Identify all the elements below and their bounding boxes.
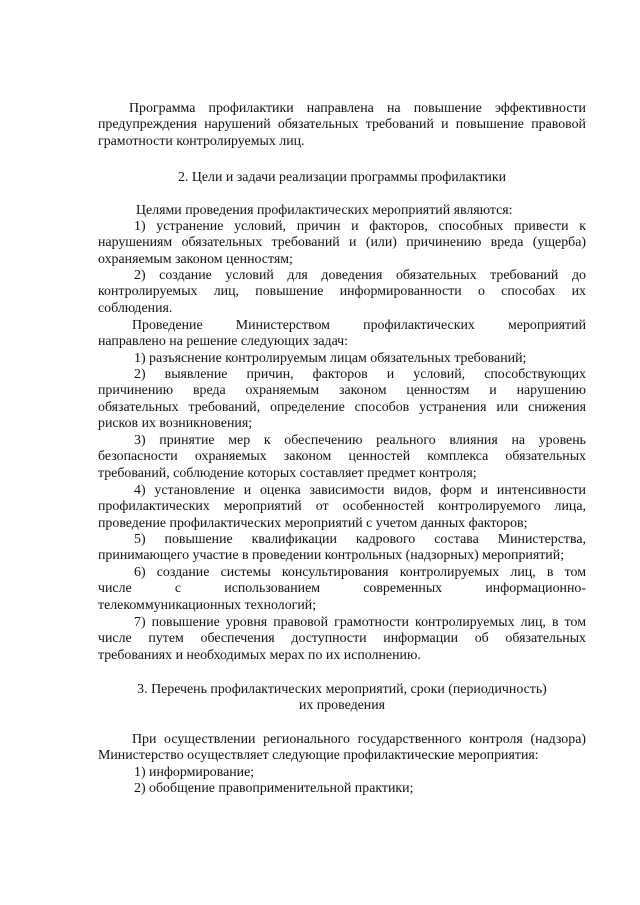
task-2 <box>98 367 586 433</box>
text-line: обязательных требований, определение способов устранения или снижения <box>98 399 586 415</box>
text-line: охраняемым законом ценностям; <box>98 251 293 267</box>
text-line: 3. Перечень профилактических мероприятий, сроки (периодичность) <box>137 682 547 697</box>
text-line: При осуществлении регионального государственного контроля (надзора) <box>132 732 586 747</box>
text-line: 5) повышение квалификации кадрового состава Министерства, <box>134 532 586 547</box>
list-item-practice-summary: 2) обобщение правоприменительной практики; <box>134 781 414 796</box>
text-line: телекоммуникационных технологий; <box>98 597 317 613</box>
task-7 <box>98 615 586 664</box>
section-2-heading: 2. Цели и задачи реализации программы профилактики <box>177 170 507 185</box>
text-line: Программа профилактики направлена на повышение эффективности <box>129 101 586 116</box>
text-line: 3) принятие мер к обеспечению реального влияния на уровень <box>134 433 586 448</box>
task-6 <box>98 565 586 614</box>
text-line: причинению вреда охраняемым законом ценностям и нарушению <box>98 383 586 399</box>
text-line: требованиях и необходимых мерах по их исполнению. <box>98 647 421 663</box>
task-4 <box>98 483 586 532</box>
text-line: 2) выявление причин, факторов и условий, способствующих <box>134 367 586 382</box>
text-line: направлено на решение следующих задач: <box>98 334 349 350</box>
text-line: 2) создание условий для доведения обязательных требований до <box>134 268 586 283</box>
text-line: принимающего участие в проведении контрольных (надзорных) мероприятий; <box>98 548 565 564</box>
text-line: проведение профилактических мероприятий с учетом данных факторов; <box>98 515 528 531</box>
text-line: предупреждения нарушений обязательных требований и повышение правовой <box>98 117 586 133</box>
task-1 <box>98 351 586 367</box>
intro-paragraph <box>98 101 586 150</box>
text-line: требований, соблюдение которых составляет предмет контроля; <box>98 465 477 481</box>
tasks-intro <box>98 318 586 351</box>
text-line: 6) создание системы консультирования контролируемых лиц, в том <box>134 565 586 580</box>
text-line: 7) повышение уровня правовой грамотности контролируемых лиц, в том <box>134 615 586 630</box>
text-line: 4) установление и оценка зависимости видов, форм и интенсивности <box>134 483 586 498</box>
text-line: Министерство осуществляет следующие профилактические мероприятия: <box>98 748 539 764</box>
text-line: их проведения <box>298 698 386 714</box>
section-3-heading <box>98 682 586 715</box>
text-line: 1) устранение условий, причин и факторов, способных привести к <box>134 219 586 234</box>
text-line: 1) разъяснение контролируемым лицам обязательных требований; <box>134 351 527 366</box>
text-line: Проведение Министерством профилактических мероприятий <box>132 318 586 333</box>
text-line: профилактических мероприятий от особенностей контролируемого лица, <box>98 499 586 515</box>
text-line: соблюдения. <box>98 300 173 316</box>
section-3-intro <box>98 732 586 765</box>
goal-2 <box>98 268 586 317</box>
text-line: числе с использованием современных информационно- <box>98 581 586 597</box>
goals-intro: Целями проведения профилактических мероприятий являются: <box>136 203 513 218</box>
text-line: числе путем обеспечения доступности информации об обязательных <box>98 631 586 647</box>
text-line: нарушениям обязательных требований и (или) причинению вреда (ущерба) <box>98 235 586 251</box>
text-line: рисков их возникновения; <box>98 416 253 432</box>
text-line: контролируемых лиц, повышение информированности о способах их <box>98 284 586 300</box>
task-3 <box>98 433 586 482</box>
text-line: безопасности охраняемых законом ценностей комплекса обязательных <box>98 449 586 465</box>
goal-1 <box>98 219 586 268</box>
text-line: грамотности контролируемых лиц. <box>98 133 305 149</box>
task-5 <box>98 532 586 565</box>
list-item-informing: 1) информирование; <box>134 765 255 780</box>
